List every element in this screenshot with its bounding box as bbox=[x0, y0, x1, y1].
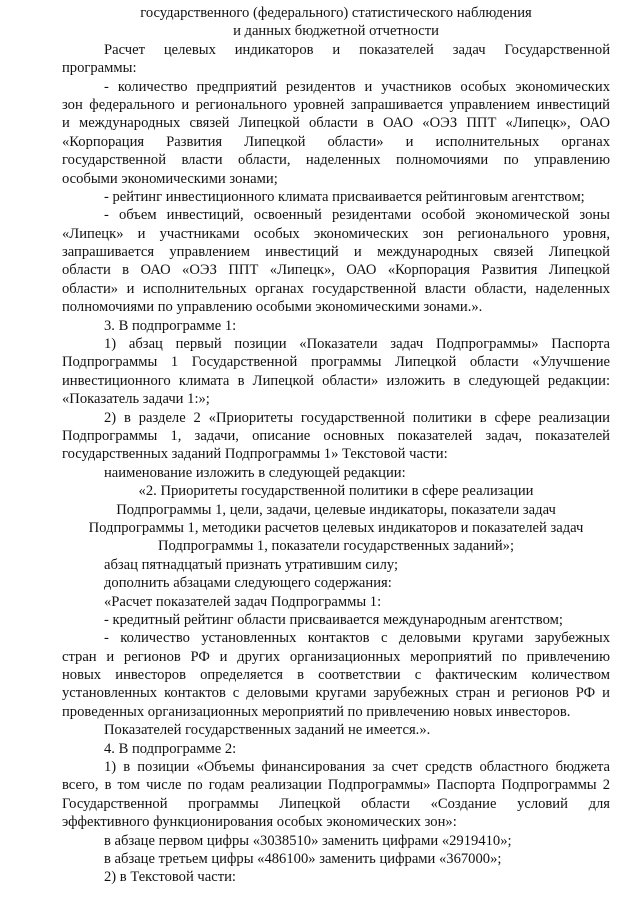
text-line: 1) абзац первый позиции «Показатели задач Подпрограммы» Паспорта bbox=[104, 336, 610, 353]
text-line: наименование изложить в следующей редакции: bbox=[104, 464, 406, 481]
text-line: особыми экономическими зонами; bbox=[62, 170, 278, 187]
text-line: эффективного функционирования особых экономических зон»: bbox=[62, 814, 457, 831]
text-line: государственного (федерального) статистического наблюдения bbox=[140, 5, 532, 21]
text-line: и данных бюджетной отчетности bbox=[233, 23, 439, 40]
text-line: - кредитный рейтинг области присваивается международным агентством; bbox=[104, 611, 563, 628]
text-line: дополнить абзацами следующего содержания: bbox=[104, 575, 392, 592]
text-line: в абзаце первом цифры «3038510» заменить цифрами «2919410»; bbox=[104, 832, 512, 849]
text-line: «Расчет показателей задач Подпрограммы 1: bbox=[104, 593, 382, 610]
text-line: Подпрограммы 1, методики расчетов целевых индикаторов и показателей задач bbox=[88, 519, 584, 536]
text-line: Подпрограммы 1, цели, задачи, целевые индикаторы, показатели задач bbox=[116, 501, 556, 518]
text-line: полномочиями по управлению особыми экономическими зонами.». bbox=[62, 299, 483, 316]
text-line: области в ОАО «ОЭЗ ППТ «Липецк», ОАО «Корпорация Развития Липецкой bbox=[62, 262, 610, 279]
text-line: - количество предприятий резидентов и участников особых экономических bbox=[104, 78, 610, 95]
text-line: и международных связей Липецкой области в ОАО «ОЭЗ ППТ «Липецк», ОАО bbox=[62, 115, 610, 132]
text-line: Подпрограммы 1, показатели государственных заданий»; bbox=[157, 538, 514, 555]
text-line: проведенных организационных мероприятий по привлечению новых инвесторов. bbox=[62, 703, 571, 720]
text-line: государственных заданий Подпрограммы 1» Текстовой части: bbox=[62, 446, 448, 463]
text-line: 2) в Текстовой части: bbox=[104, 869, 236, 886]
text-line: всего, в том числе по годам реализации Подпрограммы» Паспорта Подпрограммы 2 bbox=[62, 777, 610, 794]
text-line: 1) в позиции «Объемы финансирования за счет средств областного бюджета bbox=[104, 759, 610, 776]
text-line: Государственной программы Липецкой области «Создание условий для bbox=[62, 795, 610, 812]
document-page bbox=[62, 4, 610, 887]
text-line: Подпрограммы 1 Государственной программы Липецкой области «Улучшение bbox=[62, 354, 610, 371]
text-line: области» и исполнительных органах государственной власти области, наделенных bbox=[62, 280, 610, 297]
text-line: стран и регионов РФ и других организационных мероприятий по привлечению bbox=[62, 648, 610, 665]
text-line: - объем инвестиций, освоенный резидентами особой экономической зоны bbox=[104, 207, 610, 224]
text-line: Подпрограммы 1, задачи, описание основных показателей задач, показателей bbox=[62, 427, 610, 444]
text-line: - рейтинг инвестиционного климата присваивается рейтинговым агентством; bbox=[104, 188, 585, 205]
text-line: в абзаце третьем цифры «486100» заменить цифрами «367000»; bbox=[104, 850, 502, 867]
text-line: «2. Приоритеты государственной политики в сфере реализации bbox=[138, 483, 534, 500]
text-line: запрашивается управлением инвестиций и международных связей Липецкой bbox=[62, 244, 610, 261]
text-line: «Показатель задачи 1:»; bbox=[62, 391, 210, 408]
text-line: «Корпорация Развития Липецкой области» и исполнительных органах bbox=[62, 133, 610, 150]
text-line: - количество установленных контактов с деловыми кругами зарубежных bbox=[104, 630, 610, 647]
text-line: новых инвесторов определяется в соответствии с фактическим количеством bbox=[62, 667, 610, 684]
text-line: 2) в разделе 2 «Приоритеты государственной политики в сфере реализации bbox=[104, 409, 610, 426]
text-line: 4. В подпрограмме 2: bbox=[104, 740, 237, 757]
text-line: Показателей государственных заданий не имеется.». bbox=[104, 722, 431, 739]
text-line: абзац пятнадцатый признать утратившим силу; bbox=[104, 556, 399, 573]
text-line: государственной власти области, наделенных полномочиями по управлению bbox=[62, 152, 610, 169]
text-line: зон федерального и регионального уровней запрашивается управлением инвестиций bbox=[62, 96, 610, 113]
text-line: «Липецк» и участниками особых экономических зон регионального уровня, bbox=[62, 225, 610, 242]
text-line: установленных контактов с деловыми кругами зарубежных стран и регионов РФ и bbox=[62, 685, 610, 702]
text-line: 3. В подпрограмме 1: bbox=[104, 317, 237, 334]
text-line: инвестиционного климата в Липецкой области» изложить в следующей редакции: bbox=[62, 372, 610, 389]
text-line: Расчет целевых индикаторов и показателей задач Государственной bbox=[104, 41, 610, 58]
text-line: программы: bbox=[62, 60, 137, 77]
